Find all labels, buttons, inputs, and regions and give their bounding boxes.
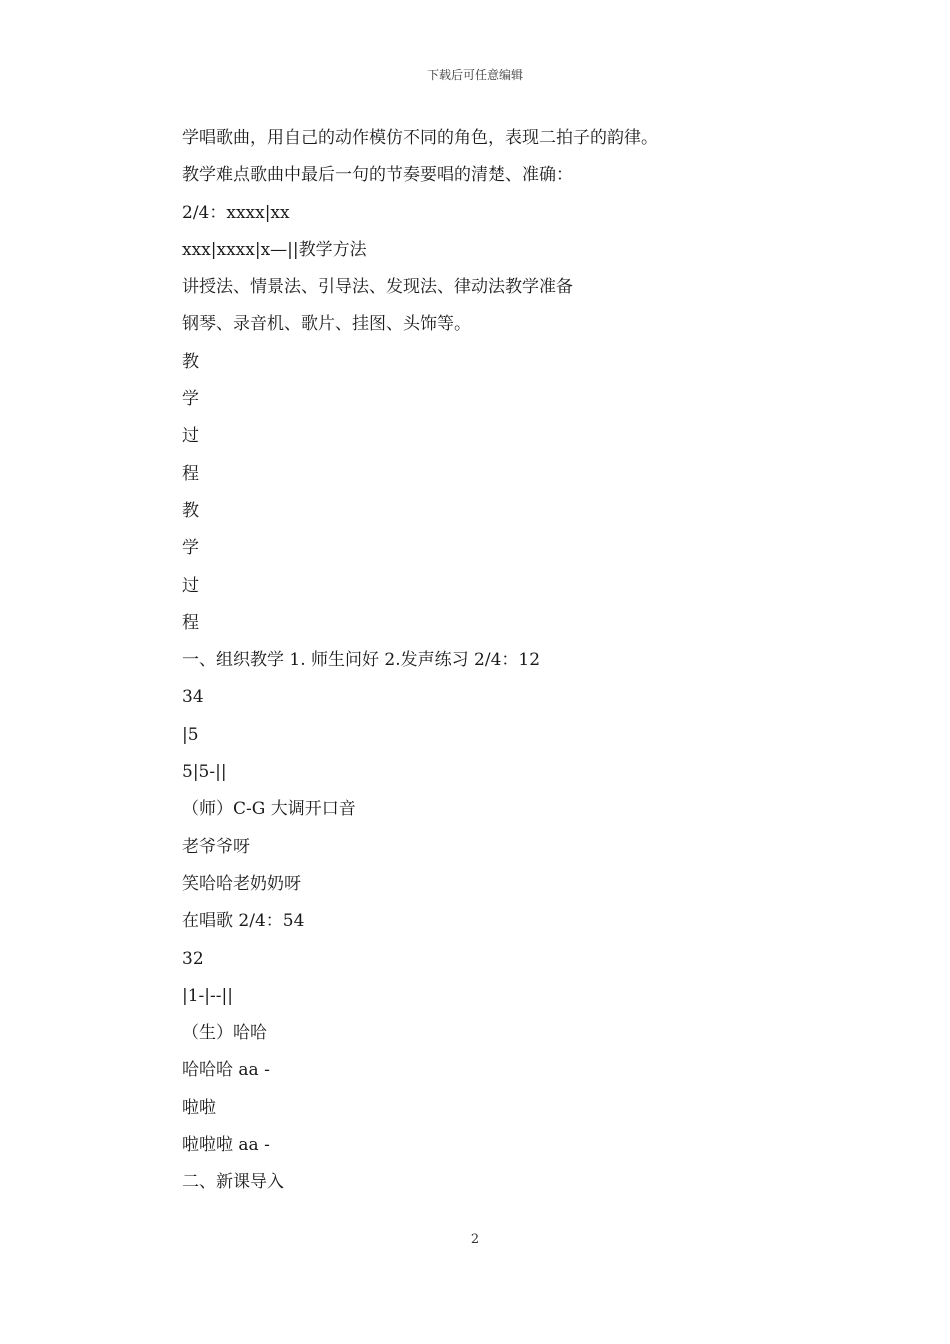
text-line: 啦啦 xyxy=(182,1097,216,1118)
text-line: 老爷爷呀 xyxy=(182,836,250,857)
document-body xyxy=(182,124,782,1206)
text-line: 过 xyxy=(182,575,199,596)
text-line: 钢琴、录音机、歌片、挂图、头饰等。 xyxy=(182,314,471,335)
text-line: 5|5-|| xyxy=(182,762,227,783)
page-number: 2 xyxy=(470,1232,480,1247)
text-line: （师）C-G 大调开口音 xyxy=(182,799,356,820)
text-line: 笑哈哈老奶奶呀 xyxy=(182,873,301,894)
text-line: |5 xyxy=(182,724,199,745)
text-line: （生）哈哈 xyxy=(182,1023,267,1044)
text-line: 教学难点歌曲中最后一句的节奏要唱的清楚、准确： xyxy=(182,165,573,186)
text-line: 程 xyxy=(182,463,199,484)
text-line: 教 xyxy=(182,351,199,372)
text-line: 34 xyxy=(182,687,204,708)
text-line: 32 xyxy=(182,948,204,969)
text-line: 学 xyxy=(182,538,199,559)
text-line: 2/4：xxxx|xx xyxy=(182,202,290,223)
text-line: 教 xyxy=(182,500,199,521)
text-line: 程 xyxy=(182,612,199,633)
text-line: xxx|xxxx|x—||教学方法 xyxy=(182,239,367,260)
text-line: 一、组织教学 1. 师生问好 2.发声练习 2/4：12 xyxy=(182,650,541,671)
text-line: 二、新课导入 xyxy=(182,1172,284,1193)
text-line: 学唱歌曲，用自己的动作模仿不同的角色，表现二拍子的韵律。 xyxy=(182,128,658,148)
text-line: 啦啦啦 aa - xyxy=(182,1135,270,1156)
text-line: 哈哈哈 aa - xyxy=(182,1060,270,1081)
text-line: 在唱歌 2/4：54 xyxy=(182,911,305,932)
text-line: 学 xyxy=(182,389,199,410)
text-line: 过 xyxy=(182,426,199,447)
page-header: 下载后可任意编辑 xyxy=(426,68,523,82)
text-line: |1-|--|| xyxy=(182,985,233,1006)
text-line: 讲授法、情景法、引导法、发现法、律动法教学准备 xyxy=(182,277,573,298)
